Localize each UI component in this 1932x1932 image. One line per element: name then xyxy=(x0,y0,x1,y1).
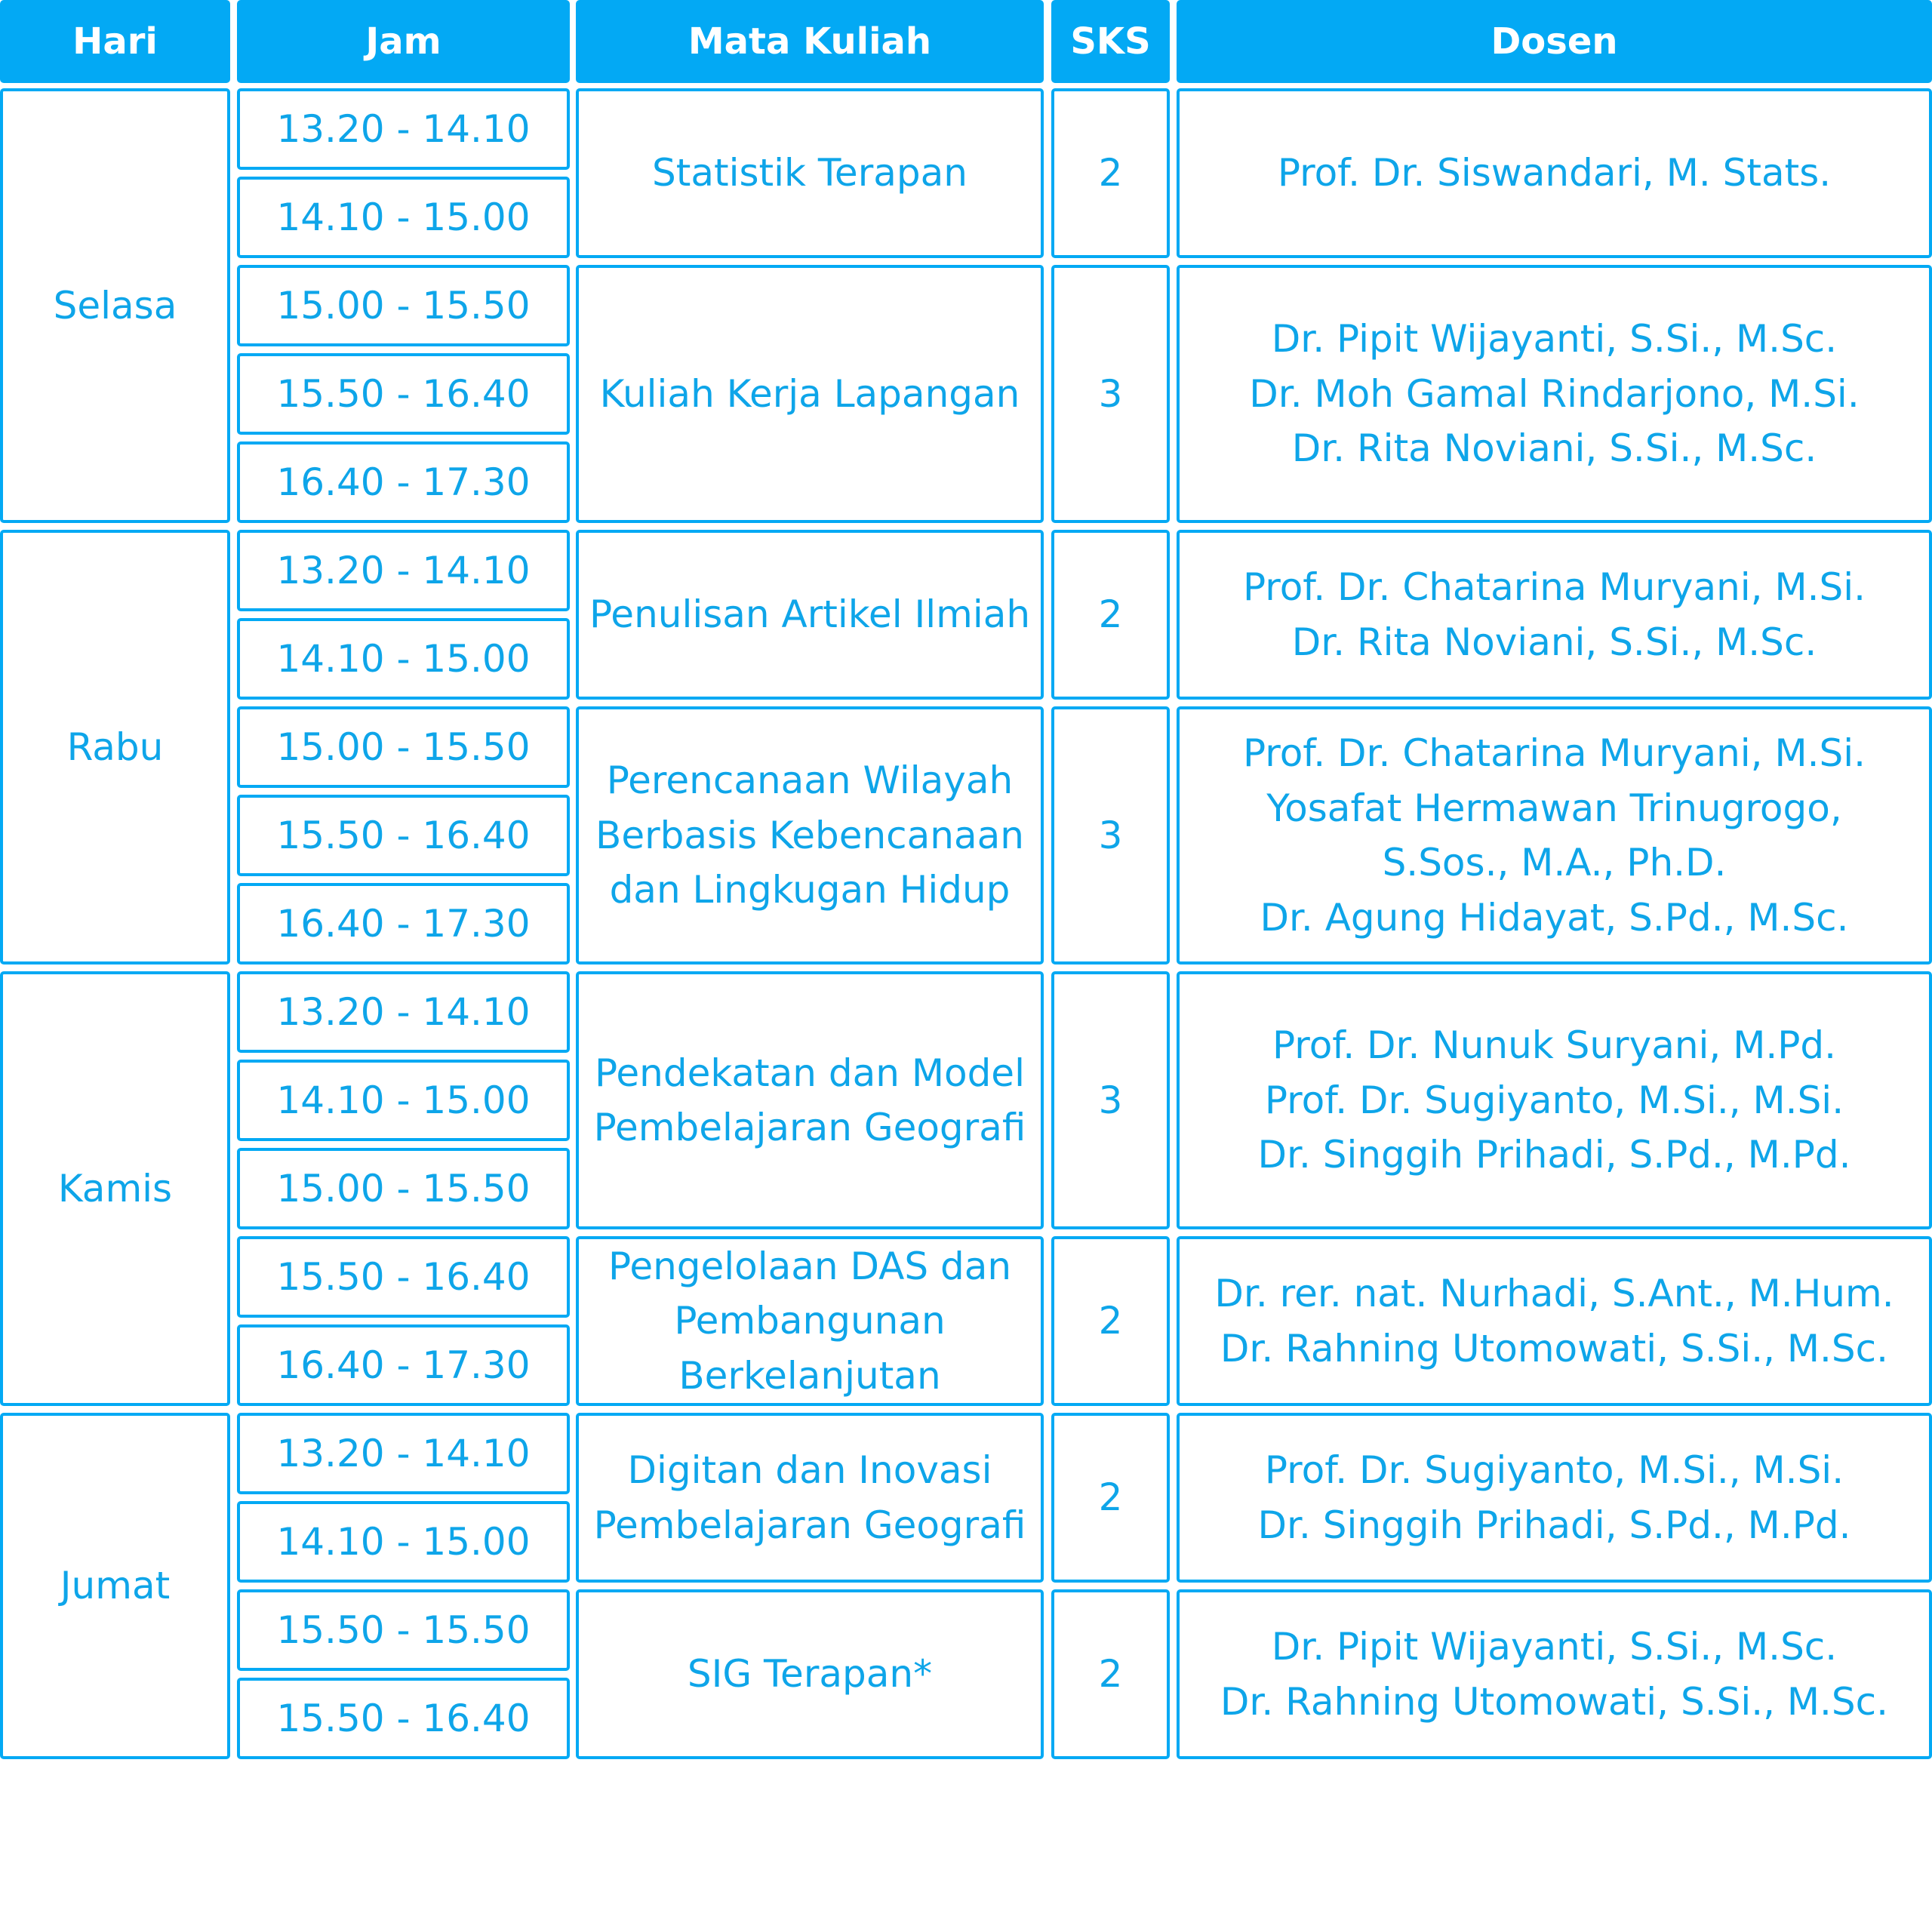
lecturer-list xyxy=(1177,530,1932,700)
sks-value: 3 xyxy=(1051,265,1170,523)
time-slot: 15.00 - 15.50 xyxy=(237,1148,570,1229)
header-mata-kuliah: Mata Kuliah xyxy=(576,0,1044,83)
time-slot: 14.10 - 15.00 xyxy=(237,1501,570,1583)
lecturer-name: Dr. Rita Noviani, S.Si., M.Sc. xyxy=(1291,620,1817,664)
time-slot: 13.20 - 14.10 xyxy=(237,971,570,1053)
header-sks: SKS xyxy=(1051,0,1170,83)
course-title xyxy=(576,971,1044,1229)
lecturer-list xyxy=(1177,1236,1932,1406)
day-cell-rabu: Rabu xyxy=(0,530,230,964)
sks-value: 2 xyxy=(1051,88,1170,258)
lecturer-name: Prof. Dr. Siswandari, M. Stats. xyxy=(1277,151,1832,195)
sks-value: 2 xyxy=(1051,530,1170,700)
course-title-line: Pembelajaran Geografi xyxy=(593,1503,1026,1547)
course-title-line: Pembangunan xyxy=(674,1299,946,1343)
lecturer-name: Dr. Singgih Prihadi, S.Pd., M.Pd. xyxy=(1257,1503,1851,1547)
sks-value: 3 xyxy=(1051,706,1170,964)
course-title xyxy=(576,1236,1044,1406)
time-slot: 14.10 - 15.00 xyxy=(237,618,570,700)
lecturer-name: Prof. Dr. Sugiyanto, M.Si., M.Si. xyxy=(1264,1078,1844,1122)
course-title-line: Pengelolaan DAS dan xyxy=(608,1244,1012,1288)
lecturer-name: Dr. Rita Noviani, S.Si., M.Sc. xyxy=(1291,426,1817,471)
day-cell-kamis: Kamis xyxy=(0,971,230,1406)
lecturer-name: Dr. Pipit Wijayanti, S.Si., M.Sc. xyxy=(1271,317,1838,361)
time-slot: 14.10 - 15.00 xyxy=(237,177,570,258)
lecturer-name: Dr. Moh Gamal Rindarjono, M.Si. xyxy=(1249,371,1860,416)
course-title-line: Berbasis Kebencanaan xyxy=(595,813,1024,857)
time-slot: 13.20 - 14.10 xyxy=(237,530,570,611)
time-slot: 15.50 - 16.40 xyxy=(237,1236,570,1318)
header-jam: Jam xyxy=(237,0,570,83)
course-title xyxy=(576,1413,1044,1583)
header-hari: Hari xyxy=(0,0,230,83)
lecturer-name: Prof. Dr. Chatarina Muryani, M.Si. xyxy=(1242,565,1866,609)
course-title: SIG Terapan* xyxy=(576,1589,1044,1759)
header-dosen: Dosen xyxy=(1177,0,1932,83)
time-slot: 15.50 - 15.50 xyxy=(237,1589,570,1671)
course-title-line: Digitan dan Inovasi xyxy=(627,1448,992,1492)
lecturer-name: Dr. rer. nat. Nurhadi, S.Ant., M.Hum. xyxy=(1214,1272,1894,1315)
lecturer-name: Dr. Rahning Utomowati, S.Si., M.Sc. xyxy=(1220,1679,1889,1724)
time-slot: 13.20 - 14.10 xyxy=(237,88,570,170)
time-slot: 15.00 - 15.50 xyxy=(237,265,570,346)
lecturer-name: Prof. Dr. Nunuk Suryani, M.Pd. xyxy=(1272,1023,1837,1068)
lecturer-name: Dr. Rahning Utomowati, S.Si., M.Sc. xyxy=(1220,1326,1889,1371)
lecturer-name: Yosafat Hermawan Trinugrogo, xyxy=(1266,786,1842,830)
lecturer-list xyxy=(1177,971,1932,1229)
lecturer-list xyxy=(1177,1589,1932,1759)
course-title-line: Perencanaan Wilayah xyxy=(606,758,1014,803)
lecturer-list xyxy=(1177,1413,1932,1583)
course-title-line: Berkelanjutan xyxy=(678,1353,941,1398)
course-title-line: Pembelajaran Geografi xyxy=(593,1106,1026,1149)
lecturer-name: Dr. Singgih Prihadi, S.Pd., M.Pd. xyxy=(1257,1133,1851,1177)
course-title: Statistik Terapan xyxy=(576,88,1044,258)
course-title: Kuliah Kerja Lapangan xyxy=(576,265,1044,523)
lecturer-name: S.Sos., M.A., Ph.D. xyxy=(1382,841,1727,884)
course-title xyxy=(576,706,1044,964)
time-slot: 15.50 - 16.40 xyxy=(237,353,570,435)
time-slot: 15.50 - 16.40 xyxy=(237,795,570,876)
time-slot: 16.40 - 17.30 xyxy=(237,883,570,964)
time-slot: 16.40 - 17.30 xyxy=(237,1324,570,1406)
course-title-line: Pendekatan dan Model xyxy=(595,1051,1025,1095)
course-title-line: dan Lingkugan Hidup xyxy=(609,868,1011,912)
lecturer-list xyxy=(1177,706,1932,964)
day-cell-jumat: Jumat xyxy=(0,1413,230,1759)
time-slot: 16.40 - 17.30 xyxy=(237,441,570,523)
lecturer-name: Dr. Pipit Wijayanti, S.Si., M.Sc. xyxy=(1271,1625,1838,1669)
lecturer-list xyxy=(1177,88,1932,258)
day-cell-selasa: Selasa xyxy=(0,88,230,523)
sks-value: 3 xyxy=(1051,971,1170,1229)
lecturer-list xyxy=(1177,265,1932,523)
time-slot: 14.10 - 15.00 xyxy=(237,1060,570,1141)
time-slot: 13.20 - 14.10 xyxy=(237,1413,570,1494)
course-title: Penulisan Artikel Ilmiah xyxy=(576,530,1044,700)
lecturer-name: Prof. Dr. Sugiyanto, M.Si., M.Si. xyxy=(1264,1448,1844,1492)
time-slot: 15.50 - 16.40 xyxy=(237,1678,570,1759)
lecturer-name: Prof. Dr. Chatarina Muryani, M.Si. xyxy=(1242,731,1866,775)
sks-value: 2 xyxy=(1051,1589,1170,1759)
sks-value: 2 xyxy=(1051,1236,1170,1406)
sks-value: 2 xyxy=(1051,1413,1170,1583)
time-slot: 15.00 - 15.50 xyxy=(237,706,570,788)
lecturer-name: Dr. Agung Hidayat, S.Pd., M.Sc. xyxy=(1260,895,1849,940)
